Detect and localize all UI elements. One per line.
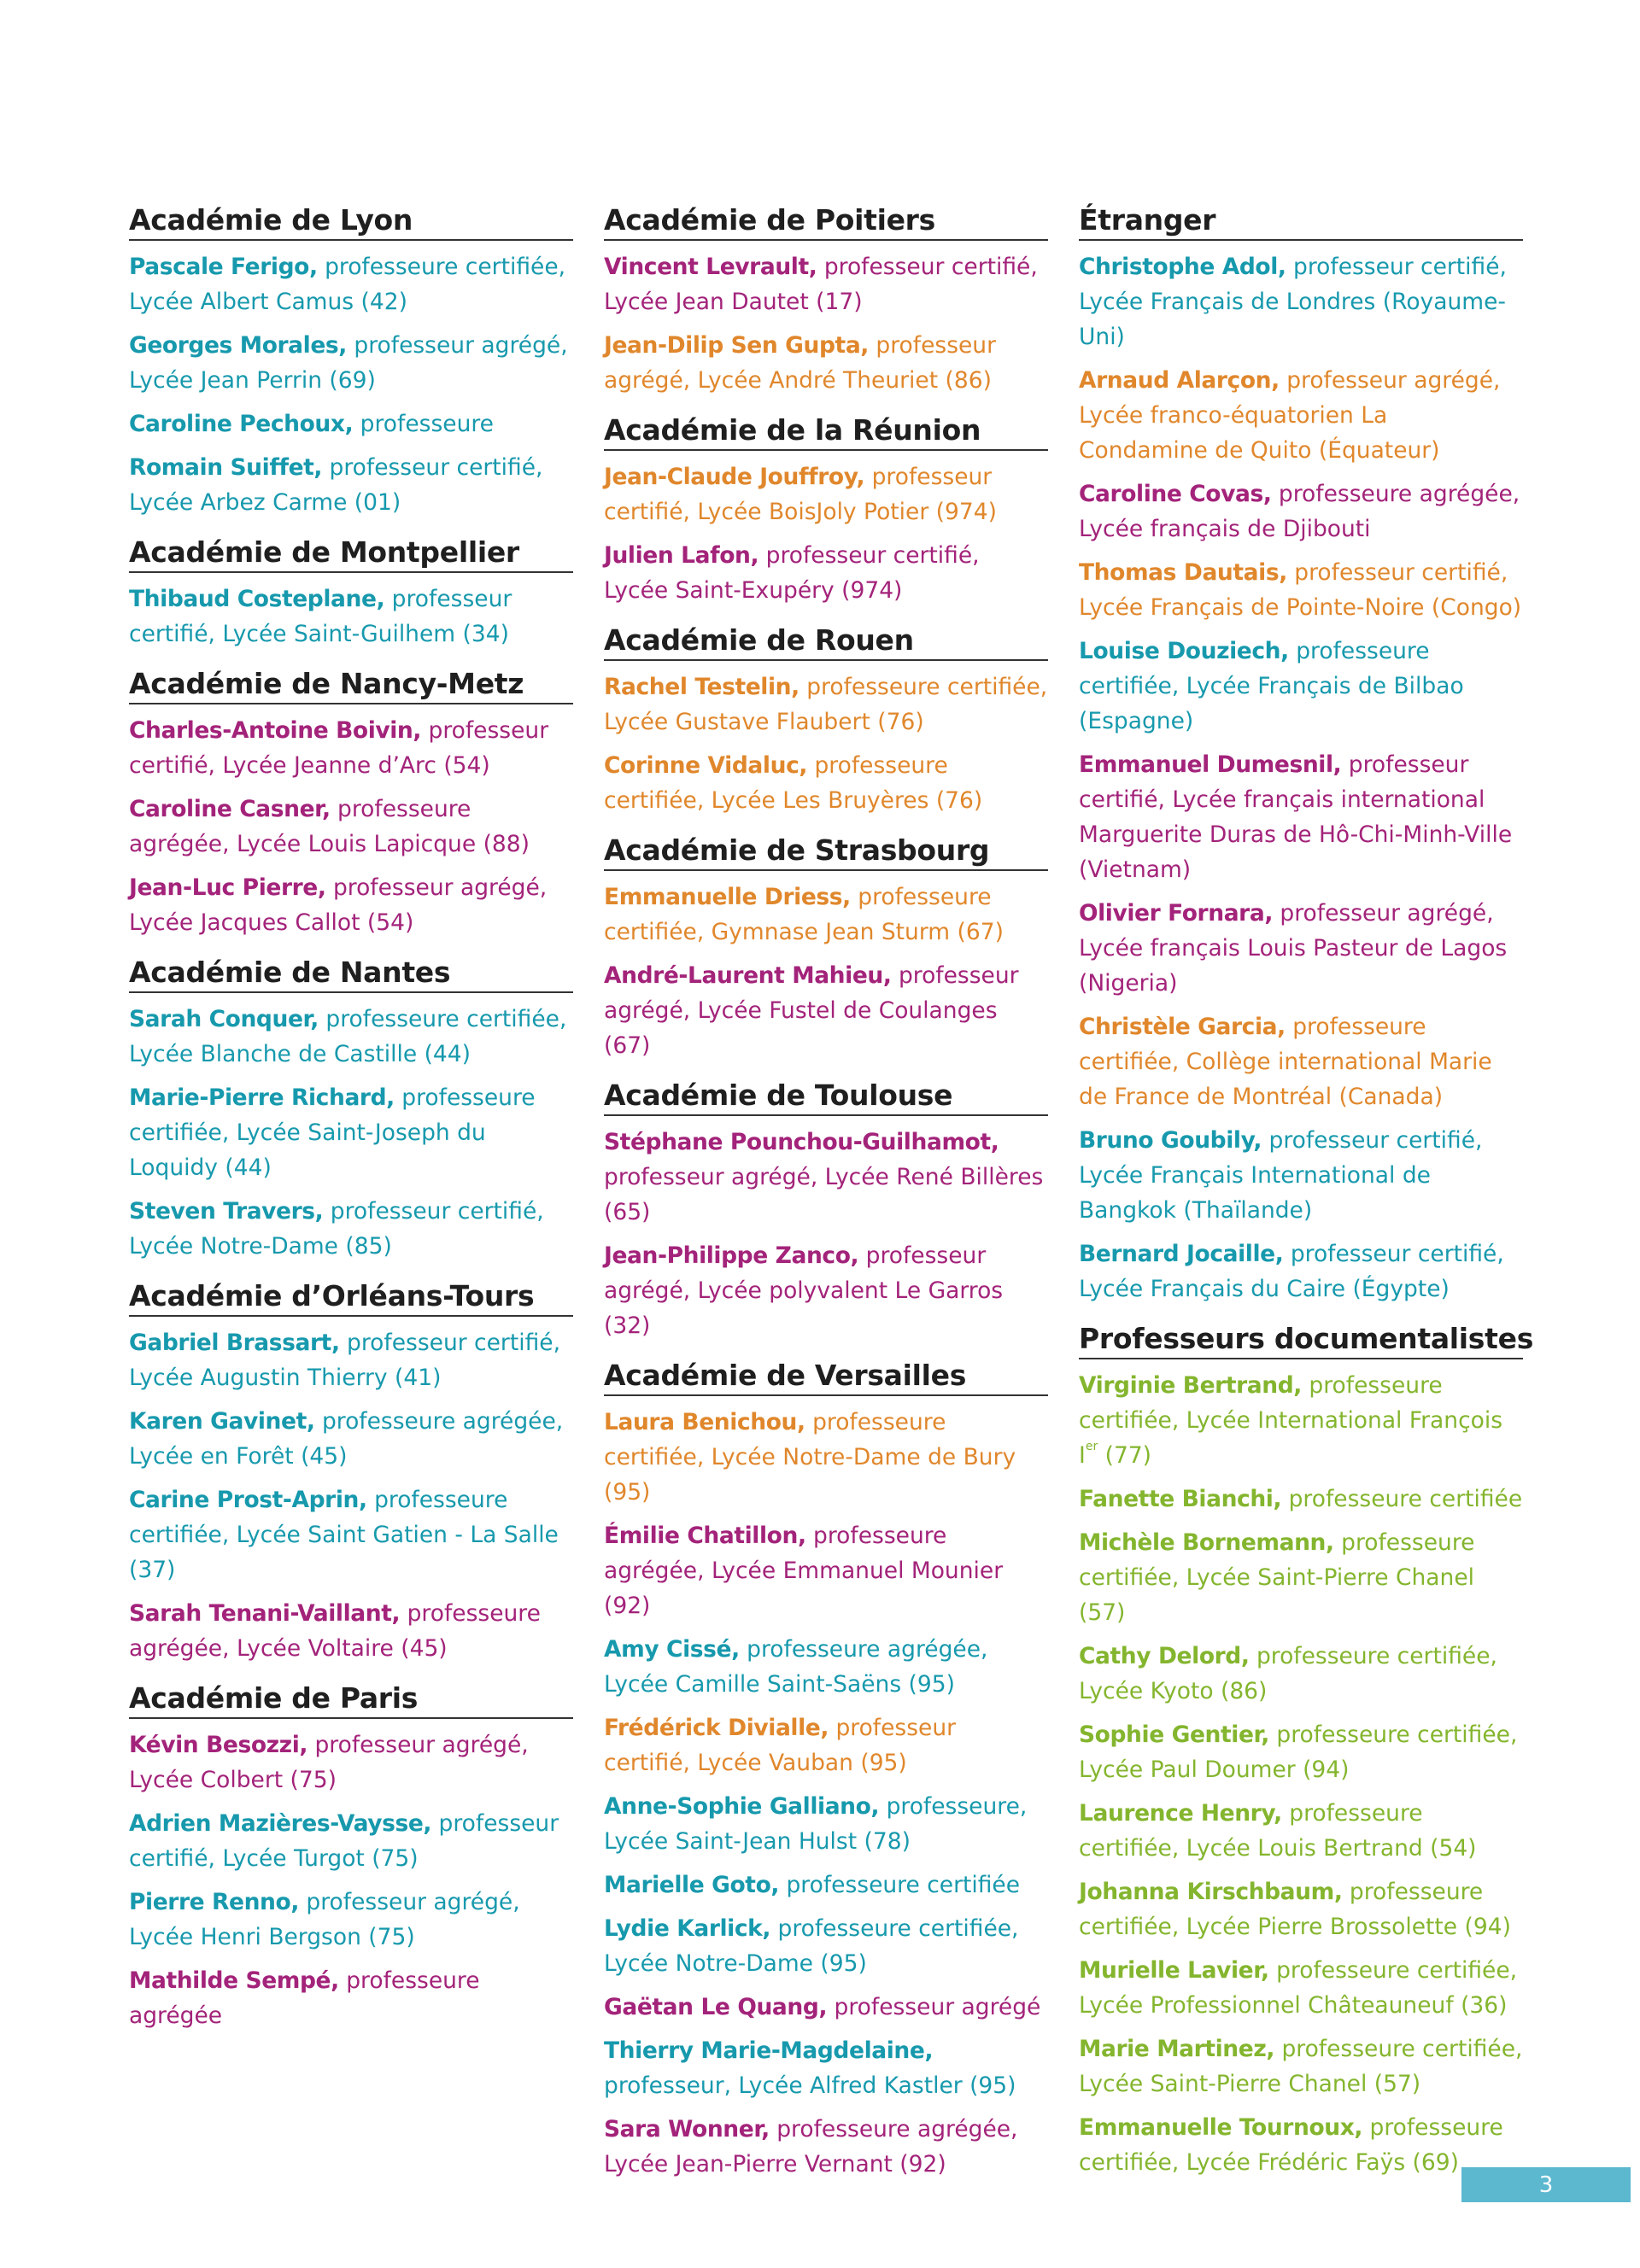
contributor-description: professeure certifiée, Lycée Professionnel Châteauneuf (36) [1079, 1957, 1518, 2019]
contributor-description: professeure agrégée, Lycée français de Djibouti [1079, 481, 1520, 542]
contributor-entry [604, 2112, 1048, 2182]
section-title: Académie de Poitiers [604, 203, 1048, 241]
contributors-columns [129, 203, 1534, 2197]
contributor-name: Christèle Garcia, [1079, 1014, 1286, 1040]
contributor-name: Emmanuel Dumesnil, [1079, 751, 1342, 778]
contributor-entry [129, 1806, 573, 1876]
contributor-entry [1079, 1639, 1523, 1709]
contributor-entry [604, 328, 1048, 398]
contributor-name: Sophie Gentier, [1079, 1721, 1269, 1748]
contributor-name: Thomas Dautais, [1079, 559, 1287, 586]
contributor-entry [129, 1080, 573, 1185]
contributor-description: professeure agrégée [129, 1967, 480, 2029]
section-academie-de-nancy-metz [129, 667, 573, 940]
contributor-description: professeur certifié, Lycée Jean Dautet (17) [604, 254, 1038, 315]
contributor-description: professeure certifiée, Lycée Paul Doumer (94) [1079, 1721, 1518, 1783]
contributor-entry [129, 450, 573, 520]
contributor-entry [1079, 2031, 1523, 2101]
contributor-name: Marie Martinez, [1079, 2036, 1275, 2062]
contributor-name: Romain Suiffet, [129, 454, 323, 481]
contributor-description: professeur certifié, Lycée Français International de Bangkok (Thaïlande) [1079, 1127, 1483, 1224]
column-3 [1079, 203, 1534, 2197]
contributor-description: professeur certifié, Lycée Jeanne d’Arc (54) [129, 717, 549, 779]
section-title: Académie de la Réunion [604, 413, 1048, 451]
contributor-entry [604, 459, 1048, 529]
contributor-name: Virginie Bertrand, [1079, 1372, 1302, 1399]
contributor-entry [604, 669, 1048, 739]
contributor-name: Marie-Pierre Richard, [129, 1084, 395, 1111]
contributor-name: Anne-Sophie Galliano, [604, 1793, 880, 1820]
contributor-description: professeure certifiée [1281, 1486, 1523, 1512]
contributor-entry [1079, 1525, 1523, 1630]
contributor-entry [1079, 634, 1523, 739]
contributor-name: Gaëtan Le Quang, [604, 1994, 828, 2020]
contributor-entry [129, 1002, 573, 1072]
contributor-entry [129, 1482, 573, 1587]
section-title: Académie de Strasbourg [604, 833, 1048, 871]
contributor-description: professeure certifiée, Lycée Kyoto (86) [1079, 1643, 1497, 1704]
contributor-entry [129, 249, 573, 319]
contributor-entry [1079, 363, 1523, 468]
contributor-description: professeur agrégé, Lycée polyvalent Le Garros (32) [604, 1242, 1004, 1339]
contributor-name: Laura Benichou, [604, 1409, 805, 1435]
contributor-entry [1079, 1009, 1523, 1114]
contributor-entry [604, 748, 1048, 818]
contributor-description: professeure certifiée, Lycée Blanche de Castille (44) [129, 1006, 567, 1067]
contributor-name: Emmanuelle Tournoux, [1079, 2114, 1363, 2141]
contributor-description: professeur certifié, Lycée BoisJoly Potier (974) [604, 464, 997, 525]
superscript: er [1085, 1440, 1098, 1453]
contributor-name: Rachel Testelin, [604, 674, 800, 700]
column-2 [604, 203, 1048, 2197]
contributor-entry [604, 538, 1048, 608]
contributor-entry [129, 1963, 573, 2033]
section-title: Académie de Rouen [604, 623, 1048, 661]
contributor-name: Murielle Lavier, [1079, 1957, 1269, 1984]
contributor-name: Fanette Bianchi, [1079, 1486, 1282, 1512]
section-title: Académie de Lyon [129, 203, 573, 241]
contributor-name: Jean-Claude Jouffroy, [604, 464, 865, 490]
section-academie-de-paris [129, 1681, 573, 2033]
contributor-description: professeur agrégé, Lycée français Louis Pasteur de Lagos (Nigeria) [1079, 900, 1508, 997]
contributor-entry [1079, 476, 1523, 547]
contributor-description: professeure certifiée, Lycée Français de Bilbao (Espagne) [1079, 638, 1464, 734]
contributor-name: Stéphane Pounchou-Guilhamot, [604, 1129, 999, 1155]
contributor-description: professeur agrégé, Lycée franco-équatorien La Condamine de Quito (Équateur) [1079, 367, 1501, 464]
contributor-entry [604, 880, 1048, 950]
contributor-name: Emmanuelle Driess, [604, 884, 851, 910]
contributor-entry [604, 249, 1048, 319]
contributor-entry [129, 1727, 573, 1797]
contributor-name: Jean-Dilip Sen Gupta, [604, 332, 869, 359]
contributor-description: professeur certifié, Lycée Français de Londres (Royaume-Uni) [1079, 254, 1507, 350]
contributor-entry [1079, 1953, 1523, 2023]
section-academie-de-rouen [604, 623, 1048, 818]
contributor-name: Steven Travers, [129, 1198, 324, 1225]
contributor-name: Gabriel Brassart, [129, 1330, 340, 1356]
contributor-name: Thierry Marie-Magdelaine, [604, 2037, 934, 2064]
contributor-description: professeur agrégé, Lycée Jacques Callot (54) [129, 874, 548, 936]
contributor-description: professeure certifiée, Lycée Saint-Pierre Chanel (57) [1079, 2036, 1523, 2097]
contributor-name: Arnaud Alarçon, [1079, 367, 1280, 394]
section-title: Académie de Nancy-Metz [129, 667, 573, 704]
contributor-entry [129, 713, 573, 783]
contributor-entry [604, 1405, 1048, 1510]
contributor-description: professeure certifiée, Gymnase Jean Sturm (67) [604, 884, 1004, 945]
contributor-entry [1079, 555, 1523, 625]
contributor-name: Johanna Kirschbaum, [1079, 1879, 1343, 1905]
contributor-entry [129, 582, 573, 652]
contributor-description: professeur certifié, Lycée Saint-Exupéry (974) [604, 542, 980, 604]
contributor-name: Sarah Tenani-Vaillant, [129, 1600, 401, 1627]
contributor-entry [604, 1632, 1048, 1702]
contributor-entry [604, 1911, 1048, 1981]
contributor-name: Adrien Mazières-Vaysse, [129, 1810, 432, 1837]
contributor-description: professeure certifiée, Lycée Louis Bertrand (54) [1079, 1800, 1477, 1862]
contributor-entry [604, 1990, 1048, 2025]
contributor-description: professeur agrégé, Lycée André Theuriet (86) [604, 332, 996, 394]
section-title: Professeurs documentalistes [1079, 1322, 1523, 1359]
contributor-description: professeur certifié, Lycée Turgot (75) [129, 1810, 559, 1872]
contributor-entry [1079, 249, 1523, 354]
contributor-description: professeur certifié, Lycée Français du Caire (Égypte) [1079, 1241, 1504, 1302]
section-academie-de-nantes [129, 956, 573, 1264]
contributor-description: professeur certifié, Lycée Arbez Carme (01) [129, 454, 543, 516]
contributor-description: professeur agrégé, Lycée Jean Perrin (69) [129, 332, 568, 394]
contributor-entry [129, 1325, 573, 1395]
contributor-description: professeure agrégée, Lycée Louis Lapicque (88) [129, 796, 530, 857]
contributor-name: Michèle Bornemann, [1079, 1529, 1334, 1556]
contributor-description: professeur certifié, Lycée français international Marguerite Duras de Hô-Chi-Minh-Ville (Vietnam) [1079, 751, 1513, 883]
contributor-name: Frédérick Divialle, [604, 1715, 829, 1741]
contributor-name: Caroline Pechoux, [129, 411, 354, 437]
contributor-description: professeur agrégé, Lycée Henri Bergson (75) [129, 1889, 520, 1950]
contributor-description: professeure agrégée, Lycée Camille Saint-Saëns (95) [604, 1636, 988, 1698]
contributor-name: Vincent Levrault, [604, 254, 817, 280]
contributor-name: Kévin Besozzi, [129, 1732, 308, 1758]
contributor-description: professeur certifié, Lycée Augustin Thierry (41) [129, 1330, 560, 1391]
section-academie-de-strasbourg [604, 833, 1048, 1063]
contributor-description: professeur certifié, Lycée Saint-Guilhem (34) [129, 586, 512, 647]
contributor-name: Georges Morales, [129, 332, 347, 359]
section-title: Académie de Paris [129, 1681, 573, 1719]
contributor-entry [1079, 1874, 1523, 1944]
contributor-entry [1079, 1236, 1523, 1306]
contributor-description: professeur certifié, Lycée Français de Pointe-Noire (Congo) [1079, 559, 1522, 621]
section-academie-de-montpellier [129, 535, 573, 652]
contributor-name: Bruno Goubily, [1079, 1127, 1262, 1154]
contributor-name: Thibaud Costeplane, [129, 586, 385, 612]
section-academie-de-versailles [604, 1359, 1048, 2182]
contributor-description: professeure agrégée, Lycée Jean-Pierre Vernant (92) [604, 2116, 1018, 2177]
contributor-description: professeur agrégé, Lycée René Billères (65) [604, 1164, 1044, 1225]
contributor-description: professeure certifiée, Lycée Albert Camus (42) [129, 254, 566, 315]
contributor-description: professeure certifiée [779, 1872, 1021, 1898]
contributor-entry [1079, 1368, 1523, 1473]
section-title: Académie de Nantes [129, 956, 573, 993]
contributor-description: professeure certifiée, Collège international Marie de France de Montréal (Canada) [1079, 1014, 1492, 1110]
contributor-entry [1079, 2110, 1523, 2180]
contributor-name: Marielle Goto, [604, 1872, 780, 1898]
contributor-description: professeur agrégé, Lycée Colbert (75) [129, 1732, 529, 1793]
contributor-name: André-Laurent Mahieu, [604, 962, 892, 989]
section-academie-de-la-reunion [604, 413, 1048, 608]
section-title: Académie de Montpellier [129, 535, 573, 573]
contributor-name: Émilie Chatillon, [604, 1523, 806, 1549]
contributor-name: Caroline Casner, [129, 796, 331, 822]
contributor-description: professeure certifiée, Lycée Les Bruyères (76) [604, 752, 983, 814]
contributor-description: professeure, Lycée Saint-Jean Hulst (78) [604, 1793, 1028, 1855]
contributor-entry [604, 1789, 1048, 1859]
contributor-name: Olivier Fornara, [1079, 900, 1273, 926]
contributor-entry [1079, 747, 1523, 887]
contributor-description: professeure agrégée, Lycée Voltaire (45) [129, 1600, 541, 1662]
contributor-description-end: (77) [1098, 1442, 1152, 1469]
section-academie-de-poitiers [604, 203, 1048, 398]
section-title: Académie de Versailles [604, 1359, 1048, 1396]
contributor-entry [129, 328, 573, 398]
contributor-entry [1079, 896, 1523, 1001]
contributor-entry [1079, 1482, 1523, 1517]
contributor-name: Amy Cissé, [604, 1636, 740, 1663]
contributor-entry [604, 2033, 1048, 2103]
section-title: Académie de Toulouse [604, 1078, 1048, 1116]
contributor-entry [604, 1238, 1048, 1343]
contributor-entry [129, 1194, 573, 1264]
contributor-description: professeur agrégé, Lycée Fustel de Coulanges (67) [604, 962, 1019, 1059]
contributor-name: Sara Wonner, [604, 2116, 770, 2142]
contributor-name: Julien Lafon, [604, 542, 759, 569]
contributor-name: Sarah Conquer, [129, 1006, 319, 1032]
section-academie-de-toulouse [604, 1078, 1048, 1343]
contributor-entry [129, 792, 573, 862]
contributor-name: Pascale Ferigo, [129, 254, 318, 280]
contributor-description: professeur certifié, Lycée Notre-Dame (85) [129, 1198, 544, 1260]
contributor-name: Christophe Adol, [1079, 254, 1286, 280]
contributor-name: Bernard Jocaille, [1079, 1241, 1284, 1267]
contributor-description: professeure [353, 411, 494, 437]
section-title: Étranger [1079, 203, 1523, 241]
contributor-name: Pierre Renno, [129, 1889, 299, 1915]
contributor-description: professeur certifié, Lycée Vauban (95) [604, 1715, 957, 1776]
section-academie-d-orleans-tours [129, 1279, 573, 1666]
contributor-entry [604, 1125, 1048, 1230]
contributor-entry [604, 1710, 1048, 1780]
contributor-name: Karen Gavinet, [129, 1408, 315, 1435]
contributor-entry [1079, 1123, 1523, 1228]
contributor-description: professeur agrégé [827, 1994, 1041, 2020]
contributor-name: Jean-Luc Pierre, [129, 874, 326, 901]
contributor-description: professeure certifiée, Lycée Saint-Joseph du Loquidy (44) [129, 1084, 536, 1181]
contributor-entry [604, 1868, 1048, 1903]
contributor-entry [1079, 1717, 1523, 1787]
contributor-name: Laurence Henry, [1079, 1800, 1282, 1827]
contributor-entry [129, 870, 573, 940]
section-professeurs-documentalistes [1079, 1322, 1534, 2180]
contributor-name: Carine Prost-Aprin, [129, 1487, 367, 1513]
section-etranger [1079, 203, 1523, 1306]
contributor-name: Caroline Covas, [1079, 481, 1272, 507]
contributor-description: professeure certifiée, Lycée Notre-Dame de Bury (95) [604, 1409, 1016, 1505]
section-title: Académie d’Orléans-Tours [129, 1279, 573, 1317]
contributor-name: Louise Douziech, [1079, 638, 1289, 664]
contributor-name: Jean-Philippe Zanco, [604, 1242, 859, 1269]
contributor-entry [129, 1596, 573, 1666]
contributor-name: Cathy Delord, [1079, 1643, 1250, 1669]
contributor-name: Lydie Karlick, [604, 1915, 771, 1942]
contributor-entry [1079, 1796, 1523, 1866]
contributor-name: Corinne Vidaluc, [604, 752, 808, 779]
contributor-description: professeure certifiée, Lycée Notre-Dame (95) [604, 1915, 1019, 1977]
contributor-entry [129, 406, 573, 441]
contributor-name: Mathilde Sempé, [129, 1967, 339, 1994]
contributor-description: professeure certifiée, Lycée Saint Gatien - La Salle (37) [129, 1487, 559, 1583]
section-academie-de-lyon [129, 203, 573, 520]
contributor-description: professeure certifiée, Lycée Pierre Brossolette (94) [1079, 1879, 1511, 1940]
contributor-description: professeure agrégée, Lycée en Forêt (45) [129, 1408, 564, 1470]
contributor-entry [129, 1885, 573, 1955]
contributor-entry [604, 958, 1048, 1063]
contributor-entry [129, 1404, 573, 1474]
contributor-description: professeure certifiée, Lycée Frédéric Faÿs (69) [1079, 2114, 1503, 2176]
column-1 [129, 203, 573, 2197]
contributor-description: professeure certifiée, Lycée Saint-Pierre Chanel (57) [1079, 1529, 1475, 1626]
contributor-description: professeur, Lycée Alfred Kastler (95) [604, 2072, 1016, 2099]
contributor-description: professeure certifiée, Lycée International François I [1079, 1372, 1503, 1469]
page-number: 3 [1461, 2167, 1631, 2202]
contributor-description: professeure agrégée, Lycée Emmanuel Mounier (92) [604, 1523, 1004, 1619]
contributor-description: professeure certifiée, Lycée Gustave Flaubert (76) [604, 674, 1048, 735]
contributor-name: Charles-Antoine Boivin, [129, 717, 422, 744]
contributor-entry [604, 1518, 1048, 1623]
